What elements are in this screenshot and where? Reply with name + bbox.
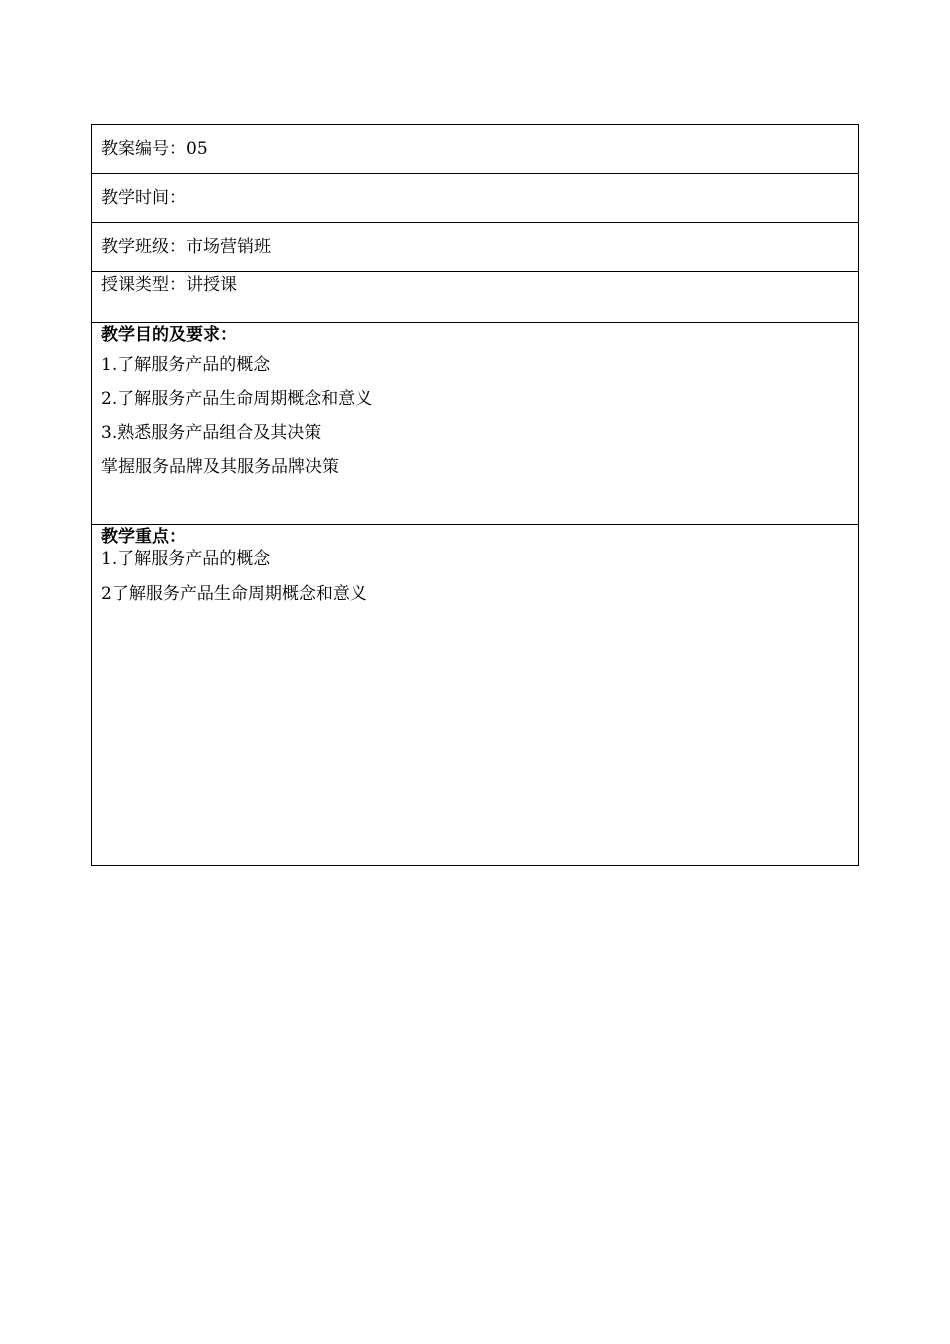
lesson-type-value: 讲授课	[186, 275, 237, 295]
teaching-class-label: 教学班级：	[101, 237, 186, 257]
key-point-item: 1.了解服务产品的概念	[101, 549, 271, 569]
plan-number-row	[92, 125, 858, 174]
objectives-title: 教学目的及要求：	[101, 325, 237, 345]
key-points-title: 教学重点：	[101, 527, 186, 547]
objectives-section	[92, 323, 858, 525]
teaching-class-value: 市场营销班	[186, 237, 271, 257]
key-point-item: 2了解服务产品生命周期概念和意义	[101, 584, 367, 604]
teaching-time-row	[92, 174, 858, 223]
teaching-time-label: 教学时间：	[101, 188, 186, 208]
objective-item: 3.熟悉服务产品组合及其决策	[101, 423, 322, 443]
objective-item: 2.了解服务产品生命周期概念和意义	[101, 389, 373, 409]
lesson-plan-table	[91, 124, 859, 866]
objective-item: 掌握服务品牌及其服务品牌决策	[101, 457, 339, 477]
plan-number-label: 教案编号：	[101, 139, 186, 159]
objective-item: 1.了解服务产品的概念	[101, 355, 271, 375]
plan-number-value: 05	[186, 139, 208, 159]
key-points-section	[92, 525, 858, 865]
teaching-class-row	[92, 223, 858, 272]
lesson-type-row	[92, 272, 858, 323]
lesson-type-label: 授课类型：	[101, 275, 186, 295]
